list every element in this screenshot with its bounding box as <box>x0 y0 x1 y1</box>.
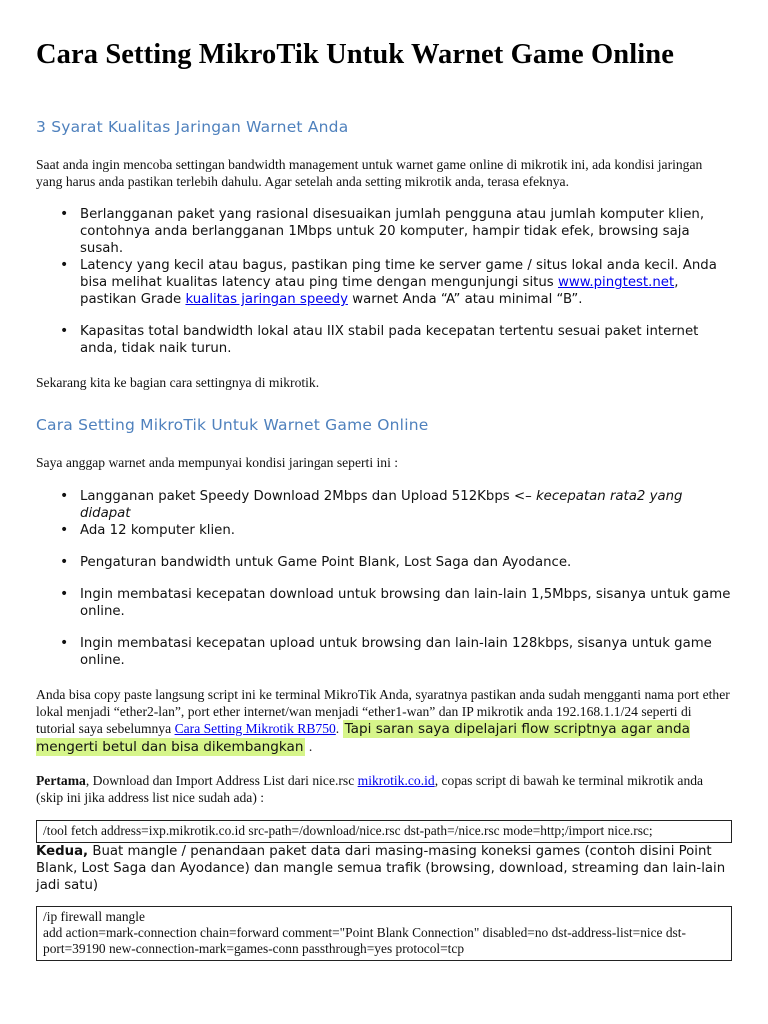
paragraph-text: , Download dan Import Address List dari nice.rsc <box>85 773 355 788</box>
code-line: /ip firewall mangle <box>43 909 145 924</box>
list-item: • Ingin membatasi kecepatan download untuk browsing dan lain-lain 1,5Mbps, sisanya untuk game online. <box>80 586 732 620</box>
list-item-italic: kecepatan rata2 yang didapat <box>80 489 683 521</box>
list-item: • Kapasitas total bandwidth lokal atau IIX stabil pada kecepatan tertentu sesuai paket internet anda, tidak naik turun. <box>80 323 732 357</box>
paragraph-text: Buat mangle / penandaan paket data dari masing-masing koneksi games (contoh disini Point Blank, Lost Saga dan Ayodance) dan mangle semua trafik (browsing, download, streaming dan lain-lain jadi satu) <box>36 844 726 893</box>
section-heading-syarat: 3 Syarat Kualitas Jaringan Warnet Anda <box>36 118 349 136</box>
section1-outro-paragraph: Sekarang kita ke bagian cara settingnya di mikrotik. <box>36 375 320 390</box>
copy-paste-paragraph <box>36 686 732 756</box>
pertama-paragraph <box>36 772 732 806</box>
list-item-text: Langganan paket Speedy Download 2Mbps dan Upload 512Kbps <– <box>80 489 532 504</box>
kedua-paragraph <box>36 843 732 894</box>
list-item <box>80 488 732 522</box>
section2-intro-paragraph: Saya anggap warnet anda mempunyai kondisi jaringan seperti ini : <box>36 455 399 470</box>
code-block-fetch: /tool fetch address=ixp.mikrotik.co.id src-path=/download/nice.rsc dst-path=/nice.rsc mode=http;/import nice.rsc; <box>36 820 732 843</box>
list-item-text: Latency yang kecil atau bagus, pastikan ping time ke server game / situs lokal anda kecil. Anda bisa melihat kualitas latency atau ping time dengan mengunjungi situs <box>80 258 717 290</box>
paragraph-text: . <box>308 739 313 754</box>
code-line: add action=mark-connection chain=forward comment="Point Blank Connection" disabled=no dst-address-list=nice dst-port=39190 new-connection-mark=games-conn passthrough=yes protocol=tcp <box>43 925 686 956</box>
list-item: • Berlangganan paket yang rasional disesuaikan jumlah pengguna atau jumlah komputer klien, contohnya anda berlangganan 1Mbps untuk 20 komputer, hampir tidak efek, browsing saja susah. <box>80 206 732 257</box>
requirements-list <box>36 206 732 357</box>
list-item-text: warnet Anda “A” atau minimal “B”. <box>352 292 583 307</box>
mikrotik-co-id-link[interactable]: mikrotik.co.id <box>357 773 435 788</box>
code-block-mangle <box>36 906 732 961</box>
step-label: Kedua, <box>36 844 89 859</box>
list-item-text: , pastikan Grade <box>80 275 679 307</box>
rb750-tutorial-link[interactable]: Cara Setting Mikrotik RB750 <box>174 721 336 736</box>
section1-intro-paragraph: Saat anda ingin mencoba settingan bandwidth management untuk warnet game online di mikrotik ini, ada kondisi jaringan yang harus anda pastikan terlebih dahulu. Agar setelah anda setting mikrotik anda, terasa efeknya. <box>36 157 703 189</box>
page-title: Cara Setting MikroTik Untuk Warnet Game Online <box>36 39 674 70</box>
highlighted-note: Tapi saran saya dipelajari flow scriptnya agar anda mengerti betul dan bisa dikembangkan <box>36 721 691 755</box>
list-item: • Ada 12 komputer klien. <box>80 522 732 539</box>
section-heading-cara-setting: Cara Setting MikroTik Untuk Warnet Game Online <box>36 416 429 434</box>
kualitas-jaringan-link[interactable]: kualitas jaringan speedy <box>185 292 348 307</box>
paragraph-text: , copas script di bawah ke terminal mikrotik anda (skip ini jika address list nice sudah ada) : <box>36 773 704 805</box>
paragraph-text: . <box>335 721 340 736</box>
conditions-list <box>36 488 732 669</box>
pingtest-link[interactable]: www.pingtest.net <box>557 275 675 290</box>
list-item: • Ingin membatasi kecepatan upload untuk browsing dan lain-lain 128kbps, sisanya untuk game online. <box>80 635 732 669</box>
step-label: Pertama <box>36 773 86 788</box>
list-item <box>80 257 732 308</box>
list-item: • Pengaturan bandwidth untuk Game Point Blank, Lost Saga dan Ayodance. <box>80 554 732 571</box>
paragraph-text: Anda bisa copy paste langsung script ini ke terminal MikroTik Anda, syaratnya pastikan anda sudah mengganti nama port ether lokal menjadi “ether2-lan”, port ether internet/wan menjadi “ether1-wan” dan IP mikrotik anda 192.168.1.1/24 seperti di tutorial saya sebelumnya <box>36 687 730 736</box>
